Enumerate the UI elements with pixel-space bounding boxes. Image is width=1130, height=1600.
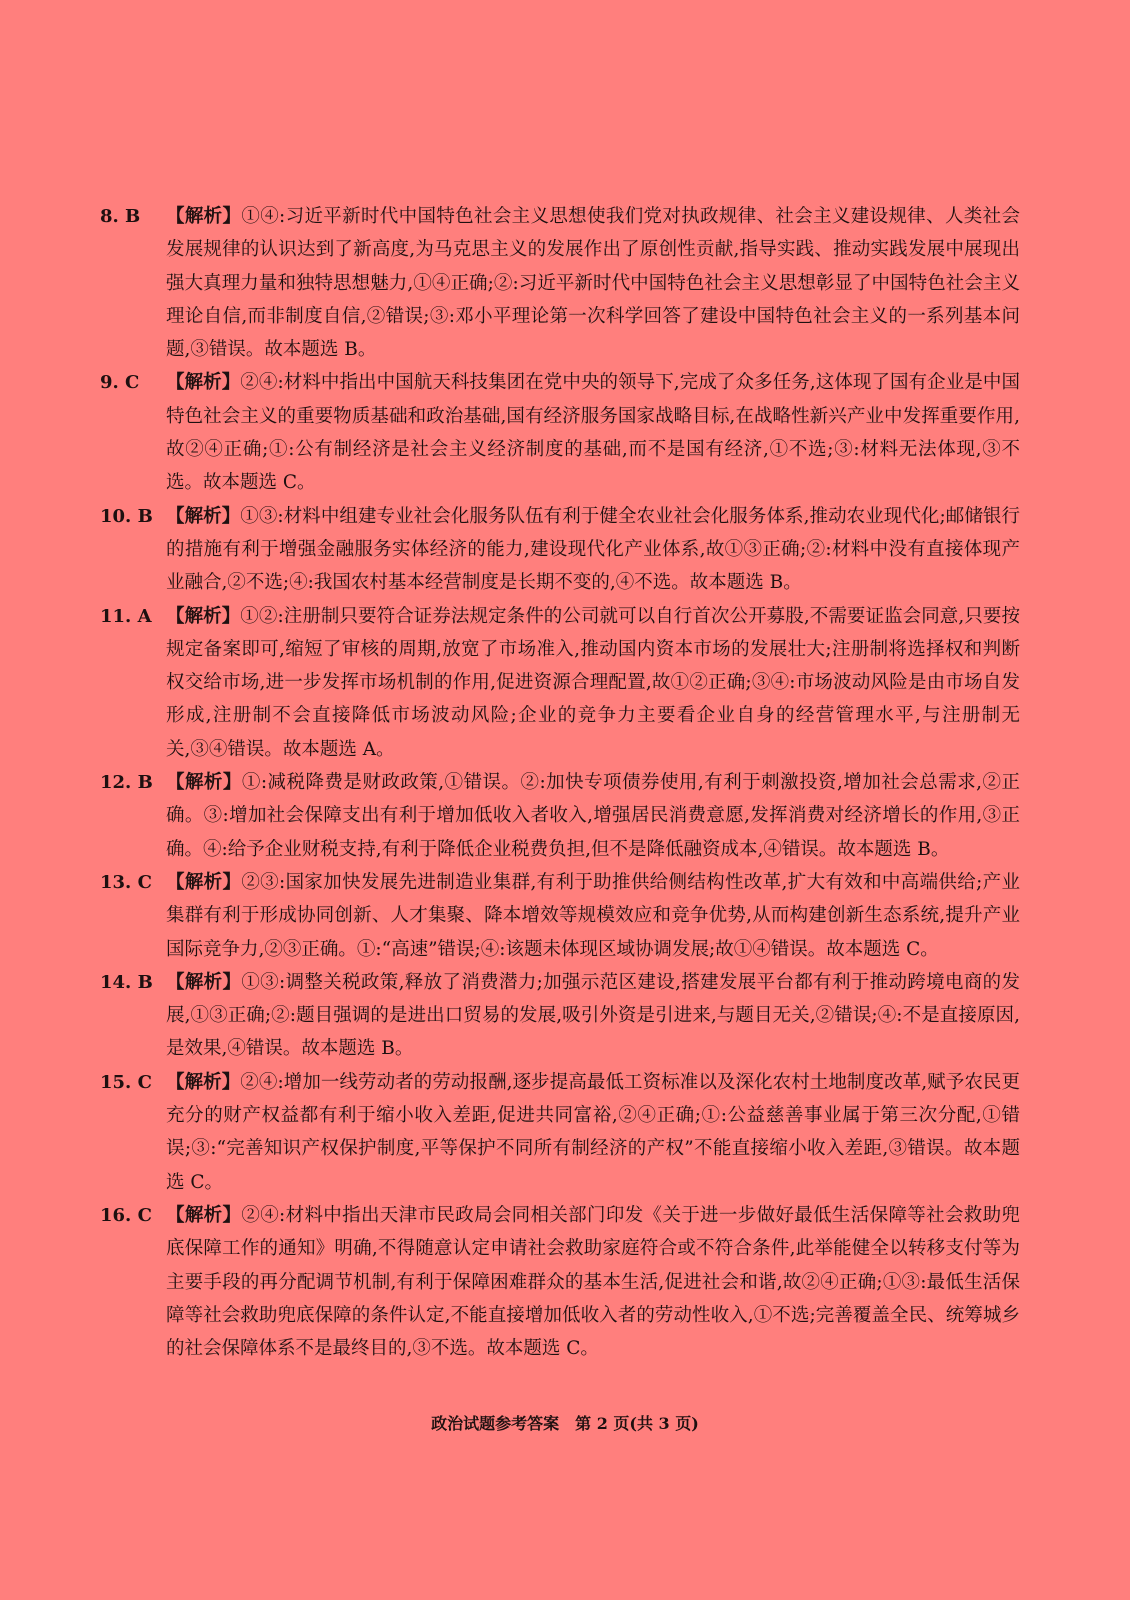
answer-item-10	[100, 500, 1020, 600]
answer-item-12	[100, 766, 1020, 866]
answer-body	[166, 1199, 1020, 1365]
answer-text: ①④:习近平新时代中国特色社会主义思想使我们党对执政规律、社会主义建设规律、人类社会发展规律的认识达到了新高度,为马克思主义的发展作出了原创性贡献,指导实践、推动实践发展中展现出强大真理力量和独特思想魅力,①④正确;②:习近平新时代中国特色社会主义思想彰显了中国特色社会主义理论自信,而非制度自信,②错误;③:邓小平理论第一次科学回答了建设中国特色社会主义的一系列基本问题,③错误。故本题选 B。	[166, 206, 1020, 361]
answer-text: ②④:材料中指出中国航天科技集团在党中央的领导下,完成了众多任务,这体现了国有企业是中国特色社会主义的重要物质基础和政治基础,国有经济服务国家战略目标,在战略性新兴产业中发挥重要作用,故②④正确;①:公有制经济是社会主义经济制度的基础,而不是国有经济,①不选;③:材料无法体现,③不选。故本题选 C。	[166, 372, 1020, 494]
answer-body	[166, 966, 1020, 1066]
answer-number: 15. C	[100, 1071, 152, 1093]
answer-number: 12. B	[100, 772, 153, 794]
answer-number: 13. C	[100, 871, 152, 893]
answer-body	[166, 1066, 1020, 1199]
answer-body	[166, 200, 1020, 366]
answer-body	[166, 766, 1020, 866]
answer-item-8	[100, 200, 1020, 366]
answer-number: 10. B	[100, 505, 153, 527]
answer-text: ②④:增加一线劳动者的劳动报酬,逐步提高最低工资标准以及深化农村土地制度改革,赋予农民更充分的财产权益都有利于缩小收入差距,促进共同富裕,②④正确;①:公益慈善事业属于第三次分配,①错误;③:“完善知识产权保护制度,平等保护不同所有制经济的产权”不能直接缩小收入差距,③错误。故本题选 C。	[166, 1071, 1020, 1193]
answer-item-13	[100, 866, 1020, 966]
answer-body	[166, 600, 1020, 766]
analysis-tag: 【解析】	[166, 505, 241, 527]
analysis-tag: 【解析】	[166, 772, 242, 794]
answer-item-9	[100, 366, 1020, 499]
answer-number: 14. B	[100, 971, 153, 993]
answer-text: ①:减税降费是财政政策,①错误。②:加快专项债券使用,有利于刺激投资,增加社会总需求,②正确。③:增加社会保障支出有利于增加低收入者收入,增强居民消费意愿,发挥消费对经济增长的作用,③正确。④:给予企业财税支持,有利于降低企业税费负担,但不是降低融资成本,④错误。故本题选 B。	[166, 772, 1020, 860]
answer-text: ①②:注册制只要符合证券法规定条件的公司就可以自行首次公开募股,不需要证监会同意,只要按规定备案即可,缩短了审核的周期,放宽了市场准入,推动国内资本市场的发展壮大;注册制将选择权和判断权交给市场,进一步发挥市场机制的作用,促进资源合理配置,故①②正确;③④:市场波动风险是由市场自发形成,注册制不会直接降低市场波动风险;企业的竞争力主要看企业自身的经营管理水平,与注册制无关,③④错误。故本题选 A。	[166, 605, 1020, 760]
analysis-tag: 【解析】	[166, 206, 242, 227]
answer-number: 8. B	[100, 206, 141, 227]
page-footer: 政治试题参考答案 第 2 页(共 3 页)	[431, 1414, 699, 1433]
answer-body	[166, 366, 1020, 499]
analysis-tag: 【解析】	[166, 1204, 242, 1226]
analysis-tag: 【解析】	[166, 605, 241, 627]
answer-text: ②③:国家加快发展先进制造业集群,有利于助推供给侧结构性改革,扩大有效和中高端供给;产业集群有利于形成协同创新、人才集聚、降本增效等规模效应和竞争优势,从而构建创新生态系统,提升产业国际竞争力,②③正确。①:“高速”错误;④:该题未体现区域协调发展;故①④错误。故本题选 C。	[166, 871, 1020, 960]
analysis-tag: 【解析】	[166, 372, 241, 394]
analysis-tag: 【解析】	[166, 1071, 241, 1093]
answer-text: ①③:材料中组建专业社会化服务队伍有利于健全农业社会化服务体系,推动农业现代化;邮储银行的措施有利于增强金融服务实体经济的能力,建设现代化产业体系,故①③正确;②:材料中没有直接体现产业融合,②不选;④:我国农村基本经营制度是长期不变的,④不选。故本题选 B。	[166, 505, 1020, 594]
answer-text: ①③:调整关税政策,释放了消费潜力;加强示范区建设,搭建发展平台都有利于推动跨境电商的发展,①③正确;②:题目强调的是进出口贸易的发展,吸引外资是引进来,与题目无关,②错误;④:不是直接原因,是效果,④错误。故本题选 B。	[166, 971, 1020, 1060]
answer-number: 9. C	[100, 372, 140, 394]
answer-number: 16. C	[100, 1204, 152, 1226]
answer-item-16	[100, 1199, 1020, 1365]
answer-list	[100, 200, 1020, 1365]
analysis-tag: 【解析】	[166, 971, 242, 993]
answer-item-14	[100, 966, 1020, 1066]
answer-item-11	[100, 600, 1020, 766]
answer-item-15	[100, 1066, 1020, 1199]
answer-text: ②④:材料中指出天津市民政局会同相关部门印发《关于进一步做好最低生活保障等社会救助兜底保障工作的通知》明确,不得随意认定申请社会救助家庭符合或不符合条件,此举能健全以转移支付等为主要手段的再分配调节机制,有利于保障困难群众的基本生活,促进社会和谐,故②④正确;①③:最低生活保障等社会救助兜底保障的条件认定,不能直接增加低收入者的劳动性收入,①不选;完善覆盖全民、统筹城乡的社会保障体系不是最终目的,③不选。故本题选 C。	[166, 1204, 1020, 1360]
answer-body	[166, 866, 1020, 966]
answer-body	[166, 500, 1020, 600]
analysis-tag: 【解析】	[166, 871, 242, 893]
answer-number: 11. A	[100, 605, 152, 627]
